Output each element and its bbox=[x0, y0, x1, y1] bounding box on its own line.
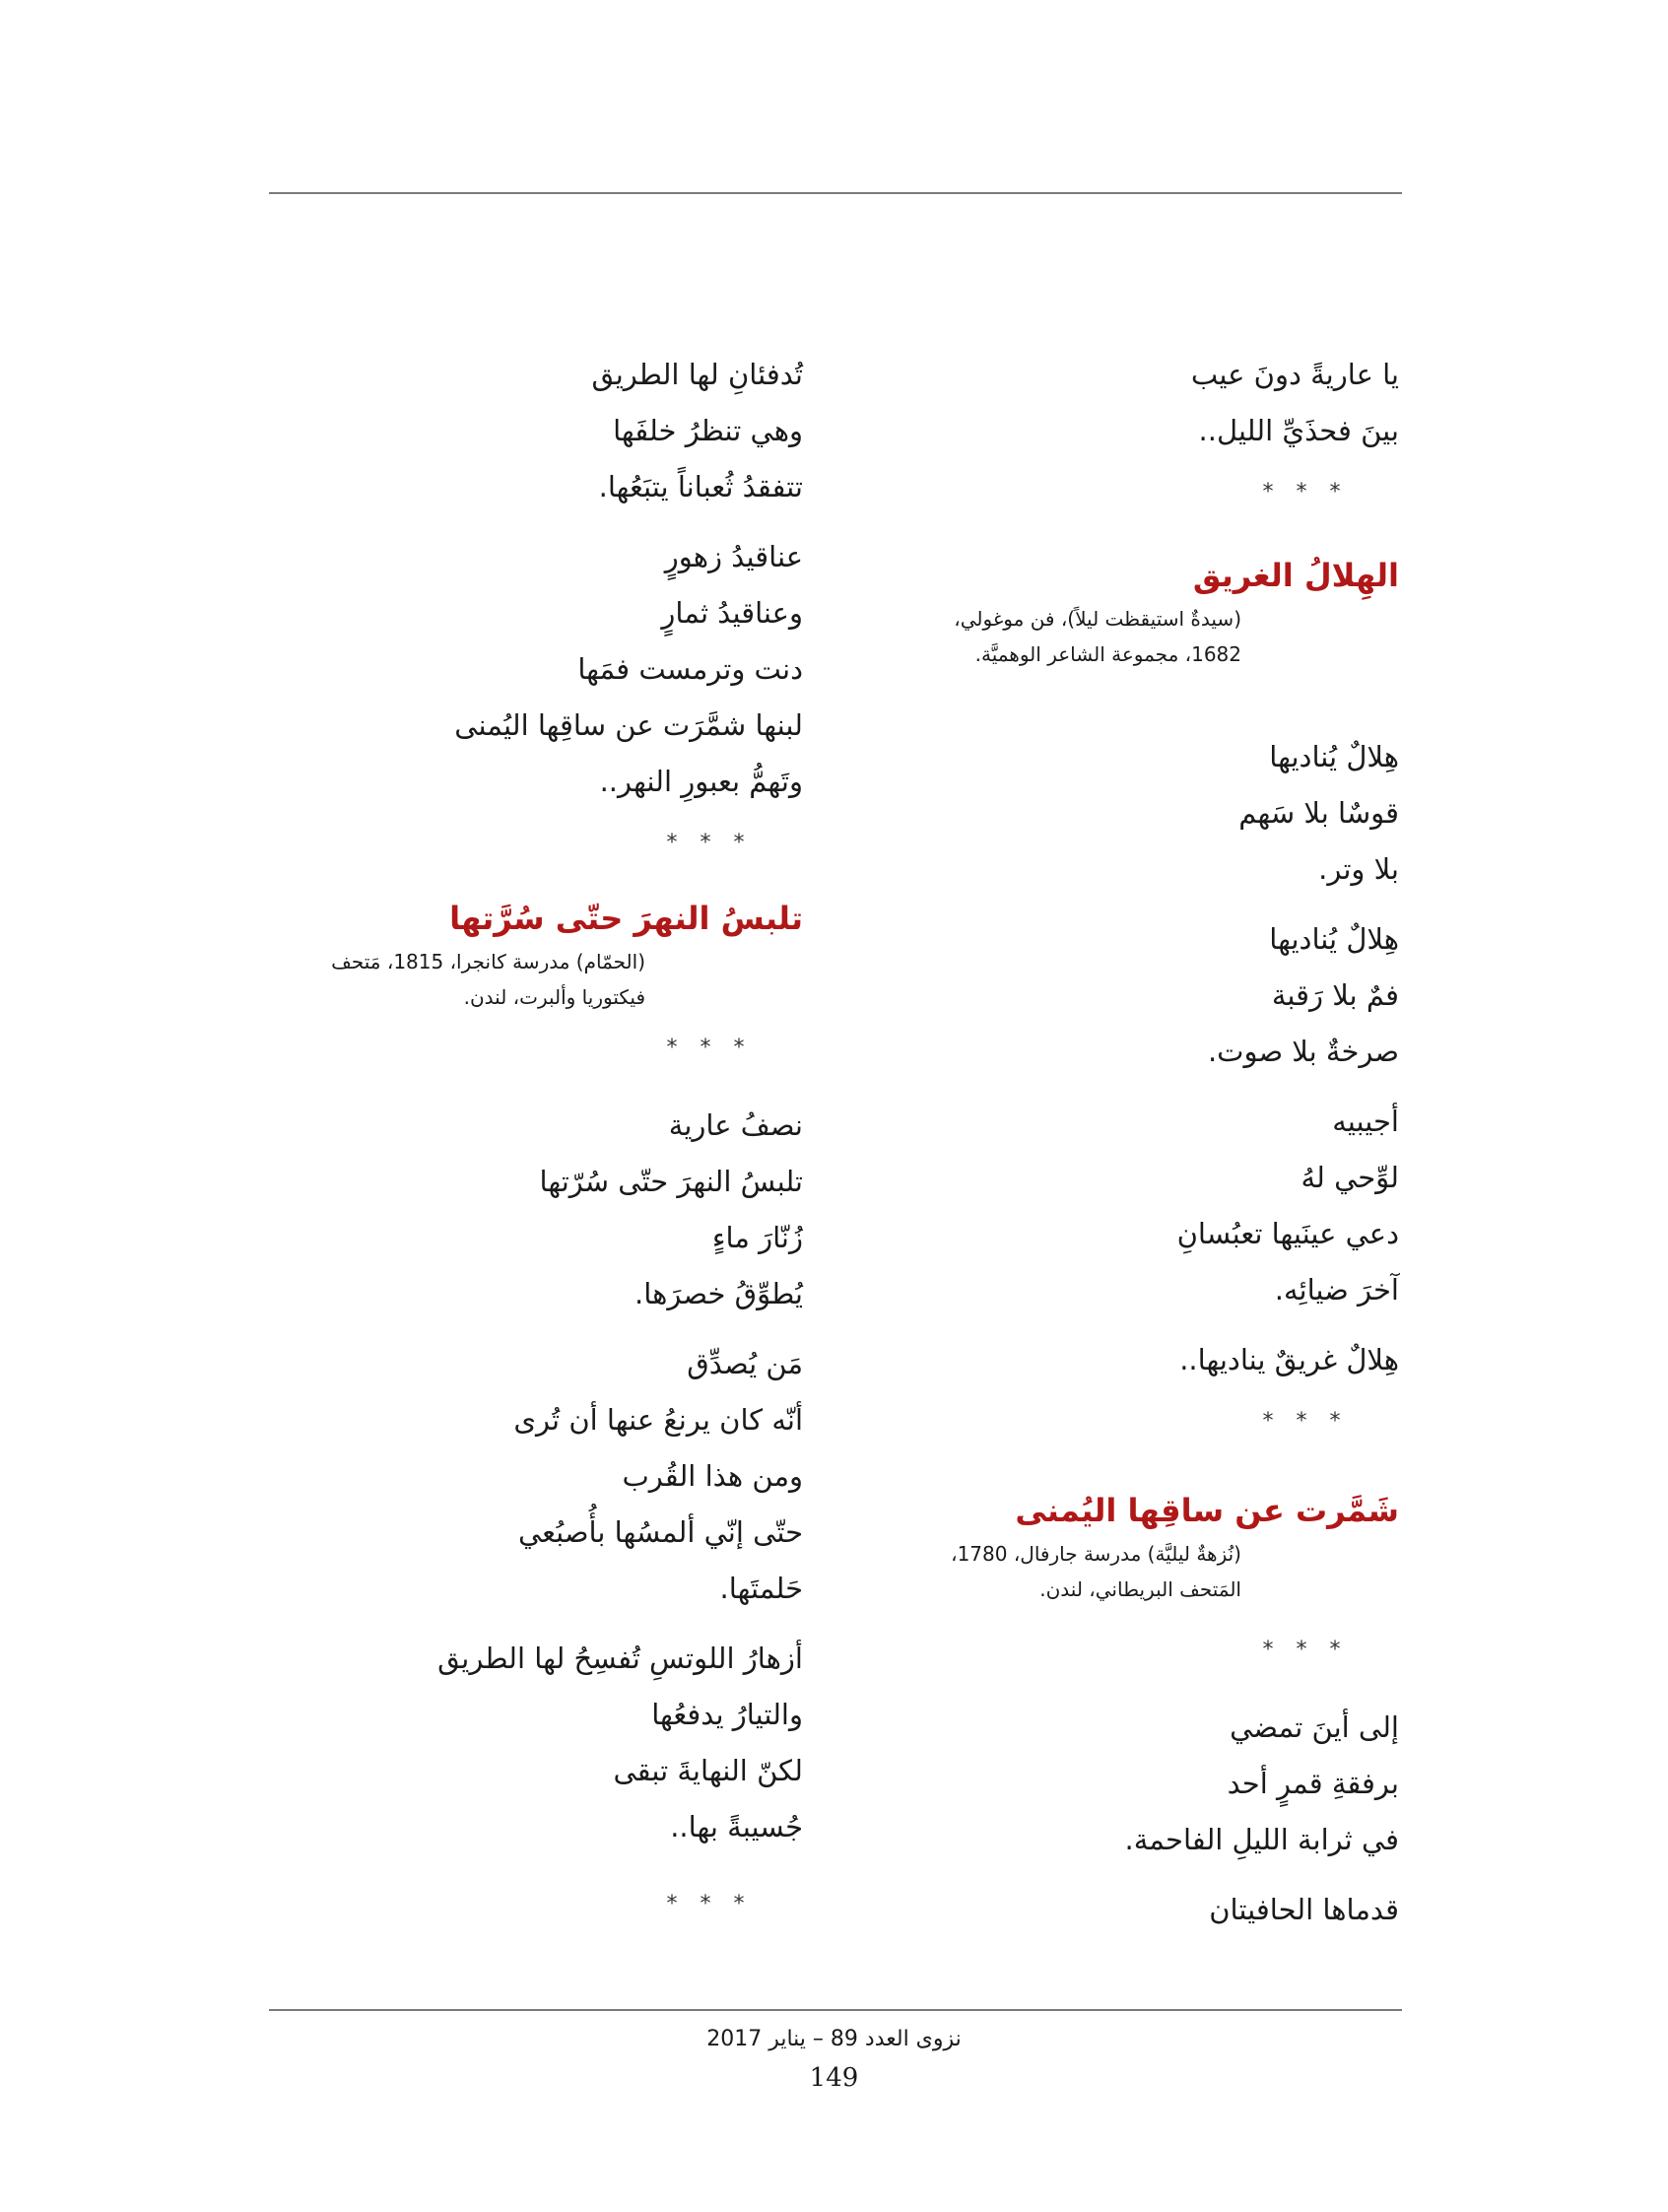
verse-line: قدماها الحافيتان bbox=[1209, 1893, 1399, 1926]
caption-line: (نُزهةٌ ليليَّة) مدرسة جارفال، 1780، bbox=[951, 1542, 1241, 1566]
verse-line: فمٌ بلا رَقبة bbox=[1271, 978, 1399, 1012]
bottom-rule bbox=[269, 2009, 1402, 2011]
section-separator: * * * bbox=[1262, 480, 1349, 504]
verse-line: وعناقيدُ ثمارٍ bbox=[661, 596, 803, 630]
verse-line: صرخةٌ بلا صوت. bbox=[1207, 1035, 1399, 1068]
section-separator: * * * bbox=[666, 1036, 753, 1060]
stanza bbox=[847, 911, 1399, 1080]
verse-line: لوِّحي لهُ bbox=[1301, 1161, 1399, 1194]
page-number: 149 bbox=[809, 2063, 859, 2093]
verse-line: بينَ فحذَيِّ الليل.. bbox=[1198, 414, 1399, 447]
painting-caption bbox=[778, 1536, 1241, 1607]
verse-line: ومن هذا القُرب bbox=[622, 1459, 803, 1493]
verse-line: هِلالٌ غريقٌ يناديها.. bbox=[1179, 1343, 1399, 1376]
poem-title: الهِلالُ الغريق bbox=[1192, 557, 1399, 594]
verse-line: والتيارُ يدفعُها bbox=[651, 1698, 803, 1731]
right-column bbox=[847, 347, 1399, 1952]
caption-line: فيكتوريا وألبرت، لندن. bbox=[463, 985, 645, 1009]
verse-line: نصفُ عارية bbox=[668, 1108, 803, 1142]
verse-line: تُدفئانِ لها الطريق bbox=[591, 358, 803, 391]
verse-line: يا عاريةً دونَ عيب bbox=[1190, 358, 1399, 391]
poem-title: شَمَّرت عن ساقِها اليُمنى bbox=[1015, 1492, 1399, 1529]
verse-line: هِلالٌ يُناديها bbox=[1269, 740, 1399, 773]
verse-line: إلى أينَ تمضي bbox=[1230, 1710, 1399, 1744]
verse-line: أنّه كان يرنعُ عنها أن تُرى bbox=[513, 1403, 803, 1437]
stanza bbox=[251, 1631, 803, 1855]
verse-line: دنت وترمست فمَها bbox=[577, 652, 803, 686]
verse-line: بلا وتر. bbox=[1318, 852, 1399, 886]
verse-line: تتفقدُ ثُعباناً يتبَعُها. bbox=[598, 470, 803, 503]
stanza bbox=[251, 1336, 803, 1617]
caption-line: 1682، مجموعة الشاعر الوهميَّة. bbox=[974, 642, 1241, 666]
verse-line: هِلالٌ يُناديها bbox=[1269, 922, 1399, 956]
verse-line: دعي عينَيها تعبُسانِ bbox=[1176, 1217, 1399, 1250]
opening-stanza-left bbox=[251, 347, 803, 515]
verse-line: قوسٌا بلا سَهم bbox=[1238, 796, 1399, 830]
section-separator: * * * bbox=[666, 831, 753, 855]
stanza bbox=[251, 529, 803, 810]
issue-footer: نزوى العدد 89 – يناير 2017 bbox=[706, 2027, 962, 2051]
caption-line: (سيدةٌ استيقظت ليلاً)، فن موغولي، bbox=[954, 607, 1241, 631]
verse-line: زُنّارَ ماءٍ bbox=[711, 1221, 803, 1254]
verse-line: لكنّ النهايةَ تبقى bbox=[613, 1754, 803, 1787]
section-separator: * * * bbox=[1262, 1638, 1349, 1662]
verse-line: عناقيدُ زهورٍ bbox=[664, 540, 803, 573]
painting-caption bbox=[778, 601, 1241, 672]
verse-line: أزهارُ اللوتسِ تُفسِحُ لها الطريق bbox=[437, 1642, 803, 1675]
stanza bbox=[847, 1332, 1399, 1388]
verse-line: لبنها شمَّرَت عن ساقِها اليُمنى bbox=[454, 708, 803, 742]
caption-line: (الحمّام) مدرسة كانجرا، 1815، مَتحف bbox=[331, 950, 645, 973]
top-rule bbox=[269, 192, 1402, 194]
verse-line: يُطوِّقُ خصرَها. bbox=[634, 1277, 803, 1310]
stanza bbox=[847, 729, 1399, 898]
poem-title: تلبسُ النهرَ حتّى سُرَّتها bbox=[449, 900, 803, 937]
stanza bbox=[847, 1700, 1399, 1868]
verse-line: وتَهمُّ بعبورِ النهر.. bbox=[599, 765, 803, 798]
section-separator: * * * bbox=[1262, 1409, 1349, 1434]
left-column bbox=[251, 347, 803, 1924]
verse-line: جُسيبةً بها.. bbox=[670, 1810, 803, 1843]
verse-line: برفقةِ قمرٍ أحد bbox=[1227, 1767, 1399, 1800]
opening-stanza-right bbox=[847, 347, 1399, 459]
painting-caption bbox=[143, 944, 645, 1015]
caption-line: المَتحف البريطاني، لندن. bbox=[1039, 1577, 1241, 1601]
verse-line: حتّى إنّي ألمسُها بأُصبُعي bbox=[518, 1515, 803, 1549]
verse-line: أجيبيه bbox=[1332, 1105, 1399, 1138]
stanza bbox=[847, 1882, 1399, 1938]
section-separator: * * * bbox=[666, 1892, 753, 1916]
verse-line: في ثرابة الليلِ الفاحمة. bbox=[1124, 1823, 1399, 1856]
verse-line: آخرَ ضيائِه. bbox=[1274, 1273, 1399, 1307]
stanza bbox=[847, 1094, 1399, 1318]
stanza bbox=[251, 1098, 803, 1322]
verse-line: وهي تنظرُ خلفَها bbox=[613, 414, 803, 447]
verse-line: مَن يُصدِّق bbox=[687, 1347, 803, 1380]
verse-line: حَلمتَها. bbox=[719, 1572, 803, 1605]
verse-line: تلبسُ النهرَ حتّى سُرّتها bbox=[539, 1165, 803, 1198]
